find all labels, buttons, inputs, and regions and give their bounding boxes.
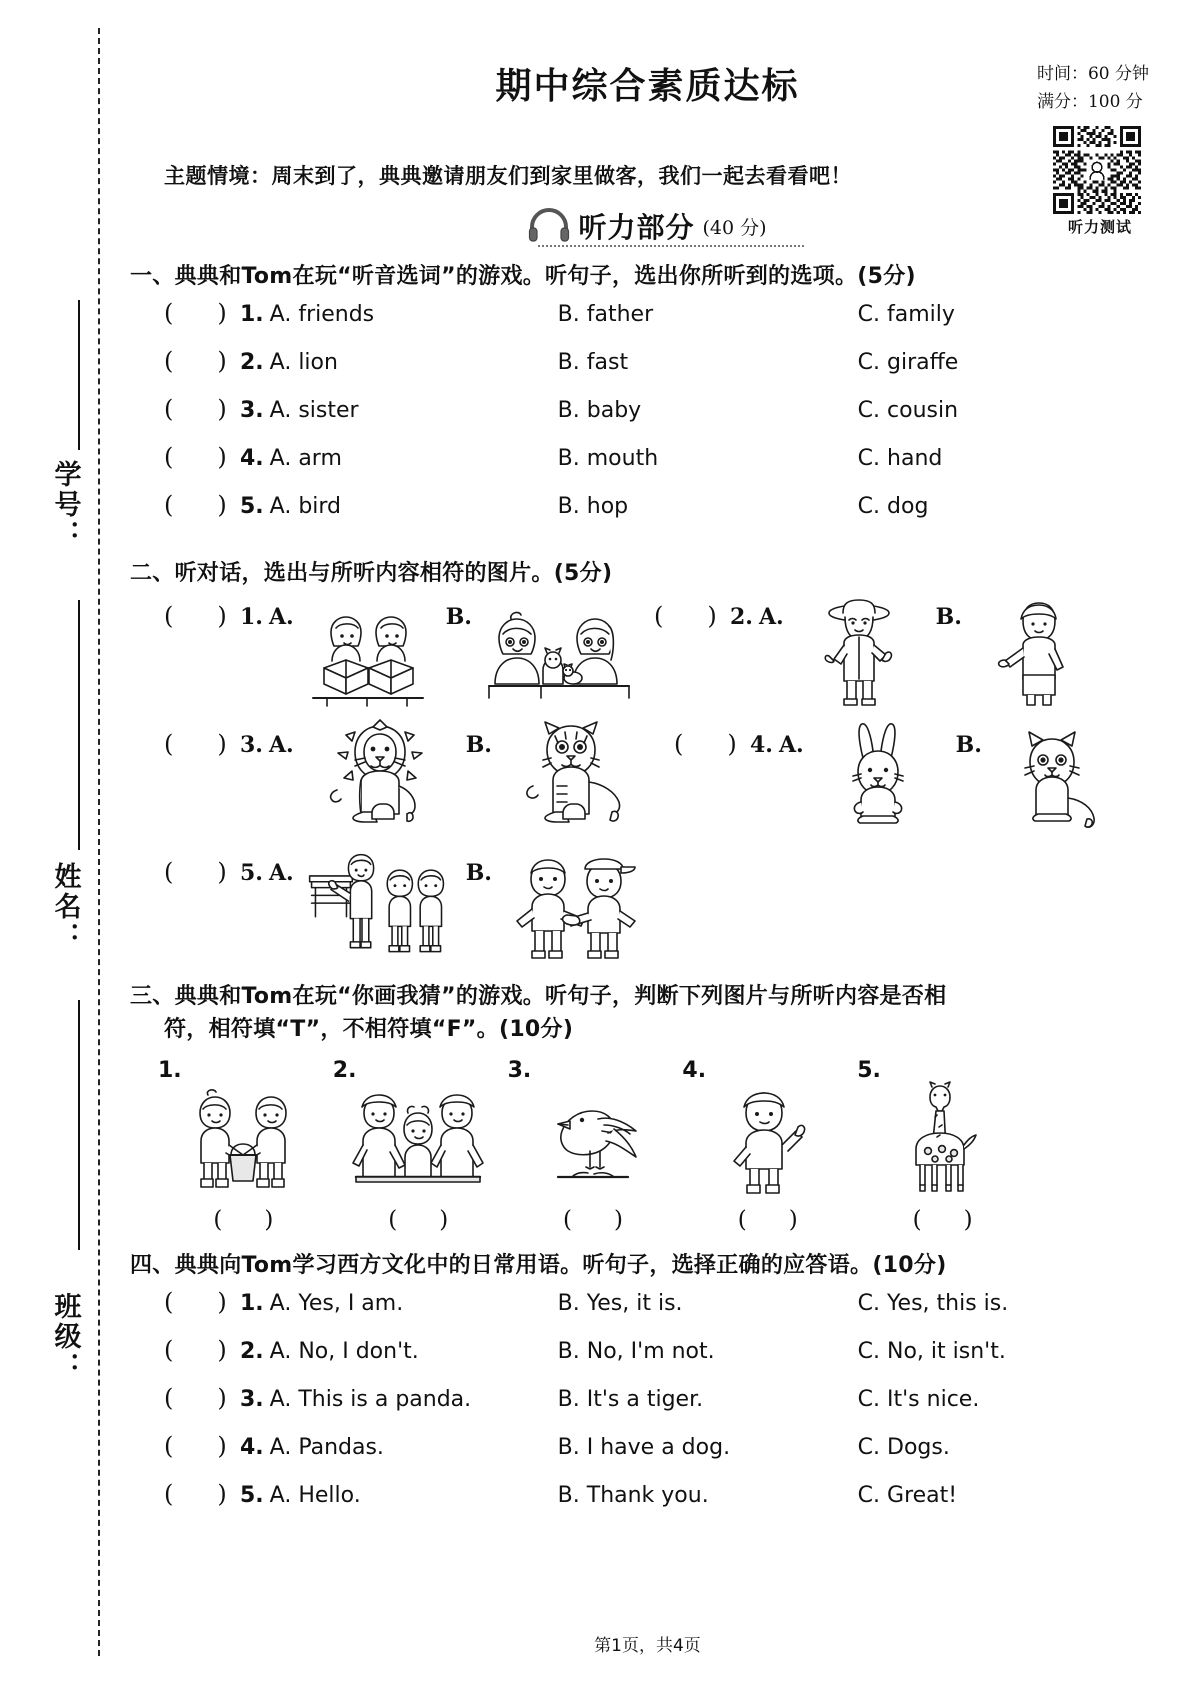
- question-number: 3.: [240, 398, 264, 423]
- man-with-hat-waving-image[interactable]: [788, 598, 928, 708]
- sidebar-item-name: [34, 862, 96, 952]
- question-number: 3.: [240, 1387, 264, 1412]
- option-c[interactable]: C. giraffe: [857, 350, 959, 375]
- option-b-letter: B.: [465, 732, 492, 758]
- option-b-letter: B.: [465, 860, 492, 886]
- page-footer: 第1页，共4页: [594, 1636, 701, 1656]
- sidebar-item-class-label: 班级：: [49, 1292, 81, 1382]
- option-b[interactable]: B. mouth: [557, 446, 659, 471]
- option-b[interactable]: B. fast: [557, 350, 629, 375]
- option-b[interactable]: B. Yes, it is.: [557, 1291, 683, 1316]
- section-3-items: [130, 1058, 1030, 1233]
- option-b[interactable]: B. No, I'm not.: [557, 1339, 715, 1364]
- section-1-heading: 一、典典和Tom在玩“听音选词”的游戏。听句子，选出你所听到的选项。(5分): [130, 264, 916, 289]
- answer-blank[interactable]: ( ): [164, 858, 227, 886]
- giraffe-standing-image[interactable]: [855, 1083, 1030, 1199]
- option-a[interactable]: A. friends: [269, 302, 375, 327]
- question-number: 5.: [240, 860, 263, 886]
- option-c[interactable]: C. cousin: [857, 398, 959, 423]
- answer-blank[interactable]: ( ): [673, 730, 737, 758]
- answer-blank[interactable]: ( ): [213, 1207, 274, 1233]
- item-number: 1.: [158, 1058, 182, 1083]
- binding-dashed-line: [98, 28, 100, 1656]
- student-id-rule-top: [78, 300, 80, 450]
- student-id-rule-bottom: [78, 600, 80, 850]
- tiger-sitting-image[interactable]: [496, 726, 656, 836]
- headphones-icon: [528, 208, 570, 242]
- option-a[interactable]: A. No, I don't.: [269, 1339, 419, 1364]
- section-4-heading: 四、典典向Tom学习西方文化中的日常用语。听句子，选择正确的应答语。(10分): [130, 1253, 947, 1278]
- qr-code-icon[interactable]: [1053, 126, 1141, 214]
- tf-item[interactable]: [506, 1058, 681, 1233]
- option-a[interactable]: A. arm: [269, 446, 342, 471]
- tf-item[interactable]: [680, 1058, 855, 1233]
- two-girls-carrying-bucket-image[interactable]: [156, 1083, 331, 1199]
- answer-blank[interactable]: ( ): [388, 1207, 449, 1233]
- answer-blank[interactable]: ( ): [164, 395, 227, 423]
- option-a-letter: A.: [268, 860, 294, 886]
- option-c[interactable]: C. hand: [857, 446, 943, 471]
- option-a-letter: A.: [778, 732, 804, 758]
- sidebar-item-name-label: 姓名：: [49, 862, 81, 952]
- two-girls-reading-books-image[interactable]: [298, 598, 438, 708]
- question-number: 5.: [240, 494, 264, 519]
- name-rule-bottom: [78, 1000, 80, 1250]
- answer-blank[interactable]: ( ): [653, 602, 717, 630]
- item-number: 4.: [682, 1058, 707, 1083]
- exam-time-label: 时间：60 分钟: [1036, 64, 1149, 84]
- answer-blank[interactable]: ( ): [164, 299, 227, 327]
- tf-item[interactable]: [331, 1058, 506, 1233]
- answer-blank[interactable]: ( ): [164, 491, 227, 519]
- option-a[interactable]: A. bird: [269, 494, 342, 519]
- question-number: 4.: [240, 446, 264, 471]
- option-a[interactable]: A. Yes, I am.: [269, 1291, 404, 1316]
- option-a[interactable]: A. This is a panda.: [269, 1387, 472, 1412]
- picture-question-line: [130, 854, 1165, 964]
- question-row[interactable]: [130, 299, 1165, 347]
- question-number: 1.: [240, 604, 263, 630]
- answer-blank[interactable]: ( ): [164, 730, 227, 758]
- question-row[interactable]: [130, 395, 1165, 443]
- boy-waving-image[interactable]: [680, 1083, 855, 1199]
- picture-question[interactable]: [164, 726, 664, 836]
- option-a[interactable]: A. lion: [269, 350, 338, 375]
- lion-sitting-image[interactable]: [298, 726, 458, 836]
- item-number: 3.: [507, 1058, 532, 1083]
- answer-blank[interactable]: ( ): [164, 602, 227, 630]
- option-a[interactable]: A. Pandas.: [269, 1435, 384, 1460]
- answer-blank[interactable]: ( ): [164, 443, 227, 471]
- section-2-heading: 二、听对话，选出与所听内容相符的图片。(5分): [130, 561, 613, 586]
- section-4-questions: [130, 1288, 1165, 1528]
- question-number: 2.: [240, 350, 264, 375]
- question-row[interactable]: [130, 491, 1165, 539]
- bird-on-branch-image[interactable]: [506, 1083, 681, 1199]
- item-number: 5.: [857, 1058, 881, 1083]
- picture-question-line: [130, 598, 1165, 708]
- question-row[interactable]: [130, 1336, 1165, 1384]
- sidebar-item-student-id: [34, 460, 96, 550]
- option-b[interactable]: B. father: [557, 302, 654, 327]
- answer-blank[interactable]: ( ): [737, 1207, 798, 1233]
- answer-blank[interactable]: ( ): [164, 1288, 227, 1316]
- option-b[interactable]: B. hop: [557, 494, 629, 519]
- picture-question[interactable]: [164, 854, 664, 964]
- section-1-questions: [130, 299, 1165, 539]
- grandmother-pointing-image[interactable]: [966, 598, 1106, 708]
- section-3-heading-line-1: 三、典典和Tom在玩“你画我猜”的游戏。听句子，判断下列图片与所听内容是否相: [130, 984, 947, 1009]
- answer-blank[interactable]: ( ): [912, 1207, 973, 1233]
- two-boys-shaking-hands-image[interactable]: [496, 854, 656, 964]
- option-b[interactable]: B. baby: [557, 398, 642, 423]
- question-row[interactable]: [130, 443, 1165, 491]
- question-number: 2.: [240, 1339, 264, 1364]
- exam-page: [104, 0, 1191, 1684]
- tf-item[interactable]: [855, 1058, 1030, 1233]
- rabbit-standing-image[interactable]: [808, 726, 948, 836]
- question-number: 5.: [240, 1483, 264, 1508]
- option-b[interactable]: B. It's a tiger.: [557, 1387, 704, 1412]
- option-c[interactable]: C. Great!: [857, 1483, 958, 1508]
- tf-item[interactable]: [156, 1058, 331, 1233]
- option-c[interactable]: C. No, it isn't.: [857, 1339, 1006, 1364]
- option-a-letter: A.: [268, 732, 294, 758]
- question-number: 4.: [240, 1435, 264, 1460]
- option-b-letter: B.: [445, 604, 472, 630]
- two-girls-with-toy-animals-image[interactable]: [476, 598, 636, 708]
- listening-part-score: (40 分): [702, 217, 767, 240]
- question-row[interactable]: [130, 1288, 1165, 1336]
- girl-greeting-two-boys-image[interactable]: [298, 854, 458, 964]
- binding-column: [0, 0, 104, 1684]
- option-b[interactable]: B. Thank you.: [557, 1483, 709, 1508]
- cat-sitting-image[interactable]: [986, 726, 1126, 836]
- option-a-letter: A.: [758, 604, 784, 630]
- answer-blank[interactable]: ( ): [164, 1384, 227, 1412]
- answer-blank[interactable]: ( ): [563, 1207, 623, 1233]
- option-a[interactable]: A. sister: [269, 398, 359, 423]
- family-of-three-at-table-image[interactable]: [331, 1083, 506, 1199]
- exam-total-score-label: 满分：100 分: [1036, 92, 1143, 113]
- answer-blank[interactable]: ( ): [164, 347, 227, 375]
- option-b[interactable]: B. I have a dog.: [557, 1435, 731, 1460]
- option-c[interactable]: C. It's nice.: [857, 1387, 980, 1412]
- question-number: 3.: [240, 732, 263, 758]
- option-c[interactable]: C. dog: [857, 494, 929, 519]
- question-row[interactable]: [130, 1432, 1165, 1480]
- answer-blank[interactable]: ( ): [164, 1432, 227, 1460]
- section-3-heading-line-2: 符，相符填“T”，不相符填“F”。(10分): [164, 1017, 574, 1042]
- option-c[interactable]: C. Yes, this is.: [857, 1291, 1009, 1316]
- answer-blank[interactable]: ( ): [164, 1480, 227, 1508]
- picture-question[interactable]: [164, 598, 644, 708]
- question-row[interactable]: [130, 347, 1165, 395]
- listening-part-title: 听力部分: [578, 211, 695, 244]
- question-row[interactable]: [130, 1384, 1165, 1432]
- option-a-letter: A.: [268, 604, 294, 630]
- section-2-questions: [130, 598, 1165, 964]
- question-row[interactable]: [130, 1480, 1165, 1528]
- picture-question[interactable]: [674, 726, 1134, 836]
- question-number: 4.: [749, 732, 773, 758]
- option-c[interactable]: C. Dogs.: [857, 1435, 950, 1460]
- picture-question[interactable]: [654, 598, 1114, 708]
- item-number: 2.: [332, 1058, 357, 1083]
- listening-part-banner: [498, 208, 798, 242]
- question-number: 1.: [240, 302, 264, 327]
- qr-code-caption: 听力测试: [1067, 218, 1132, 236]
- sidebar-item-student-id-label: 学号：: [49, 460, 81, 550]
- question-number: 2.: [729, 604, 753, 630]
- question-number: 1.: [240, 1291, 264, 1316]
- option-c[interactable]: C. family: [857, 302, 955, 327]
- option-a[interactable]: A. Hello.: [269, 1483, 361, 1508]
- picture-question-line: [130, 726, 1165, 836]
- answer-blank[interactable]: ( ): [164, 1336, 227, 1364]
- option-b-letter: B.: [955, 732, 982, 758]
- page-title: 期中综合素质达标: [495, 66, 800, 107]
- qr-code-block[interactable]: [1053, 126, 1147, 237]
- section-3-heading: [130, 980, 1165, 1046]
- exam-meta: [1037, 60, 1149, 116]
- sidebar-item-class: [34, 1292, 96, 1382]
- option-b-letter: B.: [935, 604, 962, 630]
- theme-context-line: 主题情境：周末到了，典典邀请朋友们到家里做客，我们一起去看看吧！: [164, 163, 852, 188]
